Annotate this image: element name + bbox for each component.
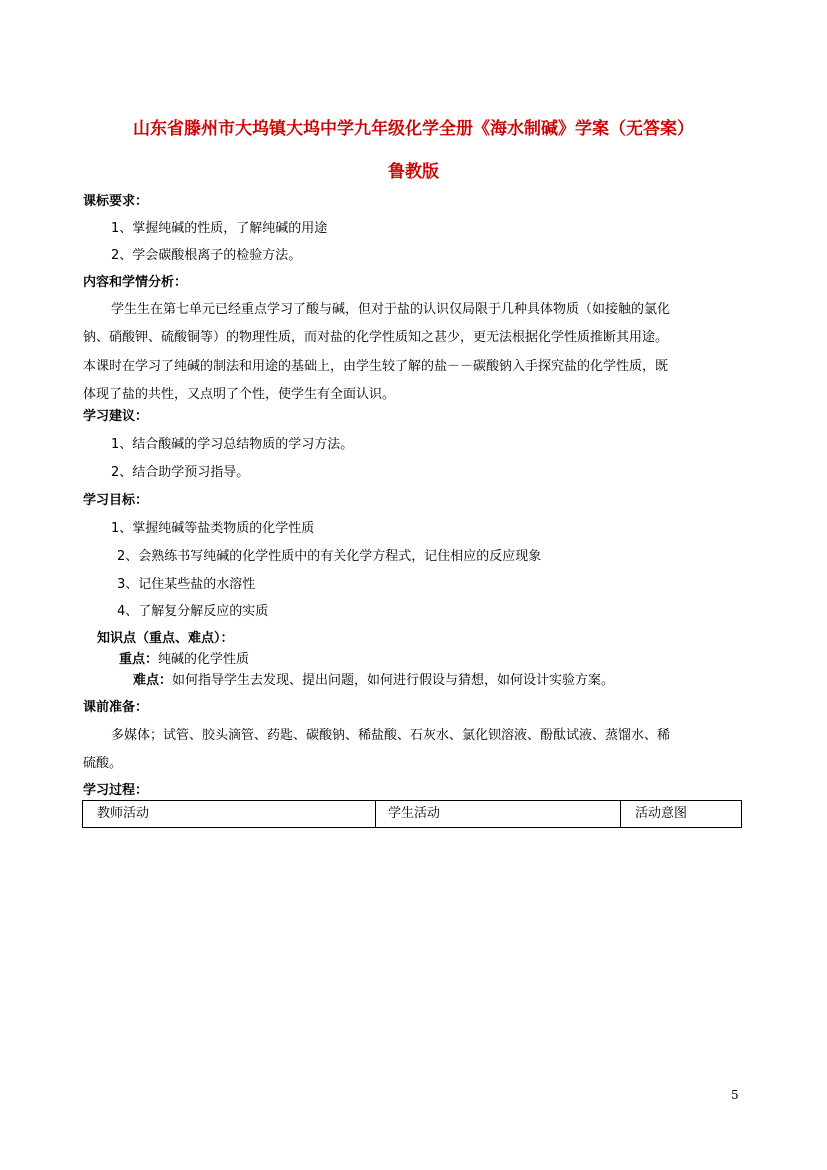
difficult-point <box>133 669 614 688</box>
process-table <box>82 800 742 828</box>
objective-item: 3、记住某些盐的水溶性 <box>117 577 256 592</box>
curriculum-item: 2、学会碳酸根离子的检验方法。 <box>111 248 302 263</box>
analysis-line: 体现了盐的共性，又点明了个性，使学生有全面认识。 <box>83 387 396 402</box>
suggestion-item: 2、结合助学预习指导。 <box>111 465 250 480</box>
curriculum-heading: 课标要求： <box>83 194 149 209</box>
knowledge-heading: 知识点（重点、难点）： <box>97 631 234 646</box>
document-subtitle: 鲁教版 <box>388 162 439 182</box>
suggestion-item: 1、结合酸碱的学习总结物质的学习方法。 <box>111 437 354 452</box>
document-title: 山东省滕州市大坞镇大坞中学九年级化学全册《海水制碱》学案（无答案） <box>133 119 694 139</box>
preparation-line: 多媒体；试管、胶头滴管、药匙、碳酸钠、稀盐酸、石灰水、氯化钡溶液、酚酞试液、蒸馏水、稀 <box>111 728 671 743</box>
objectives-heading: 学习目标： <box>83 493 149 508</box>
analysis-line: 钠、硝酸钾、硫酸铜等）的物理性质，而对盐的化学性质知之甚少，更无法根据化学性质推断其用途。 <box>83 330 669 345</box>
curriculum-item: 1、掌握纯碱的性质，了解纯碱的用途 <box>111 221 328 236</box>
table-header-intent: 活动意图 <box>635 806 688 821</box>
key-point-text: 纯碱的化学性质 <box>158 652 250 667</box>
objective-item: 2、会熟练书写纯碱的化学性质中的有关化学方程式，记住相应的反应现象 <box>117 549 542 564</box>
analysis-line: 本课时在学习了纯碱的制法和用途的基础上，由学生较了解的盐－－碳酸钠入手探究盐的化学性质，既 <box>83 359 669 374</box>
table-header-student: 学生活动 <box>376 801 621 827</box>
table-header-teacher: 教师活动 <box>83 801 376 827</box>
preparation-line: 硫酸。 <box>83 756 123 771</box>
objective-item: 4、了解复分解反应的实质 <box>117 604 269 619</box>
difficult-point-label: 难点： <box>133 673 173 688</box>
preparation-heading: 课前准备： <box>83 700 149 715</box>
difficult-point-text: 如何指导学生去发现、提出问题，如何进行假设与猜想，如何设计实验方案。 <box>172 673 615 688</box>
process-heading: 学习过程： <box>83 783 149 798</box>
analysis-heading: 内容和学情分析： <box>83 275 188 290</box>
suggestions-heading: 学习建议： <box>83 409 149 424</box>
objective-item: 1、掌握纯碱等盐类物质的化学性质 <box>111 521 315 536</box>
page-number: 5 <box>731 1088 739 1102</box>
key-point-label: 重点： <box>119 652 159 667</box>
analysis-line: 学生生在第七单元已经重点学习了酸与碱，但对于盐的认识仅局限于几种具体物质（如接触的氯化 <box>111 302 671 317</box>
key-point <box>119 648 249 667</box>
